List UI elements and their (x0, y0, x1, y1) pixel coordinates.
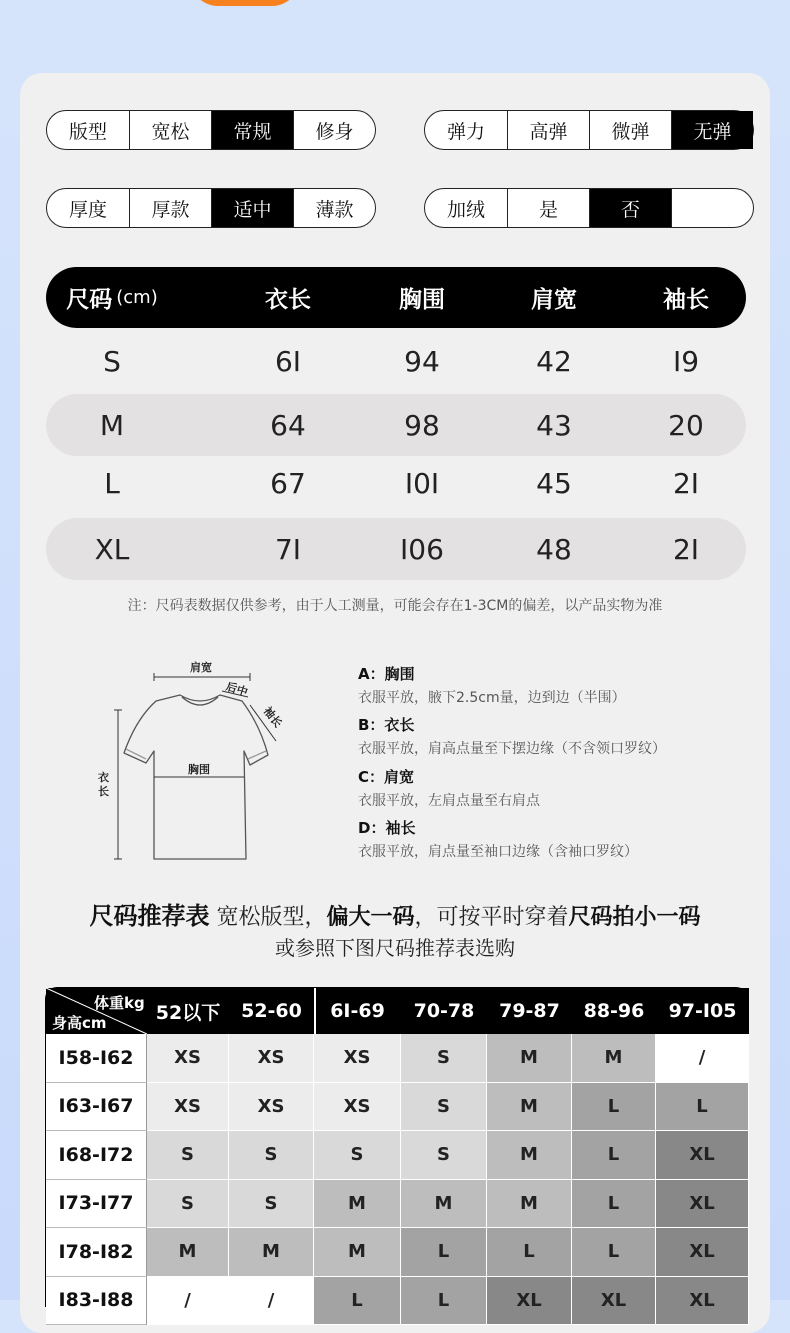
recommend-cell: L (314, 1277, 401, 1326)
cell-shoulder: 42 (536, 344, 572, 378)
header-length: 衣长 (265, 287, 311, 313)
fleece-option-empty (671, 189, 753, 227)
recommend-cell: S (229, 1131, 314, 1180)
recommend-cell: L (572, 1131, 656, 1180)
measure-length (358, 714, 666, 758)
cell-shoulder: 48 (536, 532, 572, 566)
cell-size: S (103, 344, 121, 378)
top-decoration (190, 0, 300, 6)
header-sleeve: 袖长 (663, 287, 709, 313)
cell-length: 7I (274, 532, 302, 566)
recommend-cell: XS (147, 1083, 229, 1132)
header-chest: 胸围 (399, 287, 445, 313)
cell-sleeve: 20 (668, 408, 704, 442)
measure-shoulder-desc: 衣服平放，左肩点量至右肩点 (358, 793, 540, 809)
recommend-cell: M (487, 1131, 572, 1180)
recommend-cell: S (401, 1034, 487, 1083)
recommend-cell: M (229, 1228, 314, 1277)
height-range-label: I68-I72 (46, 1131, 147, 1180)
height-range-label: I58-I62 (46, 1034, 147, 1083)
header-size (46, 267, 178, 328)
recommend-cell: / (147, 1277, 229, 1326)
cell-chest: I0I (404, 466, 440, 500)
measure-sleeve-desc: 衣服平放，肩点量至袖口边缘（含袖口罗纹） (358, 844, 638, 860)
fleece-label: 加绒 (446, 198, 485, 221)
recommend-cell: L (401, 1228, 487, 1277)
recommend-heading (0, 896, 790, 931)
table-row (46, 330, 746, 392)
thickness-label: 厚度 (68, 198, 107, 221)
stretch-label: 弹力 (446, 120, 485, 143)
cell-chest: 94 (404, 344, 440, 378)
recommend-cell: S (401, 1083, 487, 1132)
measure-length-title: B：衣长 (358, 716, 415, 734)
fit-option-regular: 常规 (211, 111, 293, 149)
recommend-cell: M (401, 1180, 487, 1229)
cell-chest: 98 (404, 408, 440, 442)
measure-chest-desc: 衣服平放，腋下2.5cm量，边到边（半围） (358, 690, 626, 706)
recommend-cell: XL (656, 1228, 749, 1277)
diagram-label-length: 衣长 (98, 771, 109, 798)
header-shoulder: 肩宽 (531, 287, 577, 313)
recommend-cell: / (656, 1034, 749, 1083)
tshirt-diagram (98, 655, 300, 865)
recommend-cell: M (487, 1034, 572, 1083)
measure-chest (358, 663, 626, 707)
recommend-cell: S (401, 1131, 487, 1180)
fit-option-loose: 宽松 (129, 111, 211, 149)
recommend-cell: XS (229, 1034, 314, 1083)
stretch-option-high: 高弹 (507, 111, 589, 149)
thickness-selector (46, 188, 376, 228)
table-row (46, 394, 746, 456)
recommend-cell: XL (656, 1180, 749, 1229)
fit-option-slim: 修身 (293, 111, 375, 149)
cell-chest: I06 (400, 532, 444, 566)
recommend-cell: XL (656, 1277, 749, 1326)
recommend-cell: M (487, 1083, 572, 1132)
recommend-cell: XL (572, 1277, 656, 1326)
recommend-cell: M (487, 1180, 572, 1229)
recommend-text-d: 尺码拍小一码 (568, 905, 701, 930)
cell-length: 64 (270, 408, 306, 442)
recommend-cell: M (147, 1228, 229, 1277)
recommend-cell: M (314, 1228, 401, 1277)
measure-shoulder (358, 766, 540, 810)
recommend-cell: / (229, 1277, 314, 1326)
weight-header: 79-87 (499, 1000, 560, 1022)
cell-size: L (104, 466, 120, 500)
measure-length-desc: 衣服平放，肩高点量至下摆边缘（不含领口罗纹） (358, 741, 666, 757)
fleece-option-no: 否 (589, 189, 671, 227)
recommend-cell: M (572, 1034, 656, 1083)
size-note: 注：尺码表数据仅供参考，由于人工测量，可能会存在1-3CM的偏差，以产品实物为准 (127, 598, 663, 614)
table-row (46, 518, 746, 580)
diagram-label-chest: 胸围 (188, 763, 210, 776)
recommend-cell: L (401, 1277, 487, 1326)
recommend-cell: XS (314, 1083, 401, 1132)
header-size-label: 尺码 (66, 287, 113, 313)
recommend-cell: S (147, 1131, 229, 1180)
recommend-cell: XL (487, 1277, 572, 1326)
recommend-text-c: ，可按平时穿着 (414, 905, 569, 930)
recommend-cell: M (314, 1180, 401, 1229)
recommend-text-b: 偏大一码 (326, 905, 415, 930)
recommend-cell: XS (314, 1034, 401, 1083)
recommend-cell: L (487, 1228, 572, 1277)
recommend-cell: S (229, 1180, 314, 1229)
tshirt-outline-icon (110, 655, 300, 865)
recommend-subheading: 或参照下图尺码推荐表选购 (275, 936, 515, 960)
thickness-option-medium: 适中 (211, 189, 293, 227)
cell-size: XL (94, 532, 130, 566)
cell-size: M (99, 408, 125, 442)
recommend-cell: S (314, 1131, 401, 1180)
weight-header: 97-I05 (668, 1000, 737, 1022)
corner-height-label: 身高cm (52, 1014, 107, 1032)
recommend-cell: XS (147, 1034, 229, 1083)
thickness-option-thick: 厚款 (129, 189, 211, 227)
cell-sleeve: 2I (672, 532, 700, 566)
height-range-label: I78-I82 (46, 1228, 147, 1277)
height-range-label: I63-I67 (46, 1083, 147, 1132)
recommend-title: 尺码推荐表 (89, 902, 210, 930)
weight-header: 88-96 (583, 1000, 645, 1022)
recommend-cell: L (572, 1180, 656, 1229)
recommend-cell: XS (229, 1083, 314, 1132)
weight-header: 52-60 (241, 1000, 302, 1022)
stretch-option-slight: 微弹 (589, 111, 671, 149)
recommend-cell: XL (656, 1131, 749, 1180)
cell-length: 6I (274, 344, 302, 378)
recommend-text-a: 宽松版型， (216, 905, 327, 930)
fleece-option-yes: 是 (507, 189, 589, 227)
recommend-cell: L (572, 1083, 656, 1132)
stretch-option-none: 无弹 (671, 111, 753, 149)
table-row (46, 452, 746, 514)
height-range-label: I83-I88 (46, 1277, 147, 1326)
cell-sleeve: 2I (672, 466, 700, 500)
header-unit: (cm) (116, 287, 158, 308)
stretch-selector (424, 110, 754, 150)
diagram-label-sleeve: 袖长 (260, 704, 285, 730)
cell-shoulder: 43 (536, 408, 572, 442)
cell-sleeve: I9 (672, 344, 700, 378)
cell-length: 67 (270, 466, 306, 500)
height-range-label: I73-I77 (46, 1180, 147, 1229)
measure-sleeve (358, 817, 638, 861)
measure-chest-title: A：胸围 (358, 665, 415, 683)
diagram-label-back: 后中 (224, 679, 250, 700)
measure-shoulder-title: C：肩宽 (358, 768, 415, 786)
size-table-header (46, 267, 746, 328)
measure-sleeve-title: D：袖长 (358, 819, 416, 837)
weight-header: 70-78 (413, 1000, 475, 1022)
size-recommend-table (45, 987, 748, 1312)
fit-selector (46, 110, 376, 150)
cell-shoulder: 45 (536, 466, 572, 500)
recommend-table-header (46, 988, 749, 1034)
recommend-cell: S (147, 1180, 229, 1229)
weight-header: 6I-69 (330, 1000, 385, 1022)
recommend-cell: L (656, 1083, 749, 1132)
fleece-selector (424, 188, 754, 228)
corner-weight-label: 体重kg (94, 994, 145, 1012)
diagram-label-shoulder: 肩宽 (190, 661, 212, 674)
recommend-cell: L (572, 1228, 656, 1277)
thickness-option-thin: 薄款 (293, 189, 375, 227)
fit-label: 版型 (68, 120, 107, 143)
weight-header: 52以下 (155, 1001, 221, 1024)
